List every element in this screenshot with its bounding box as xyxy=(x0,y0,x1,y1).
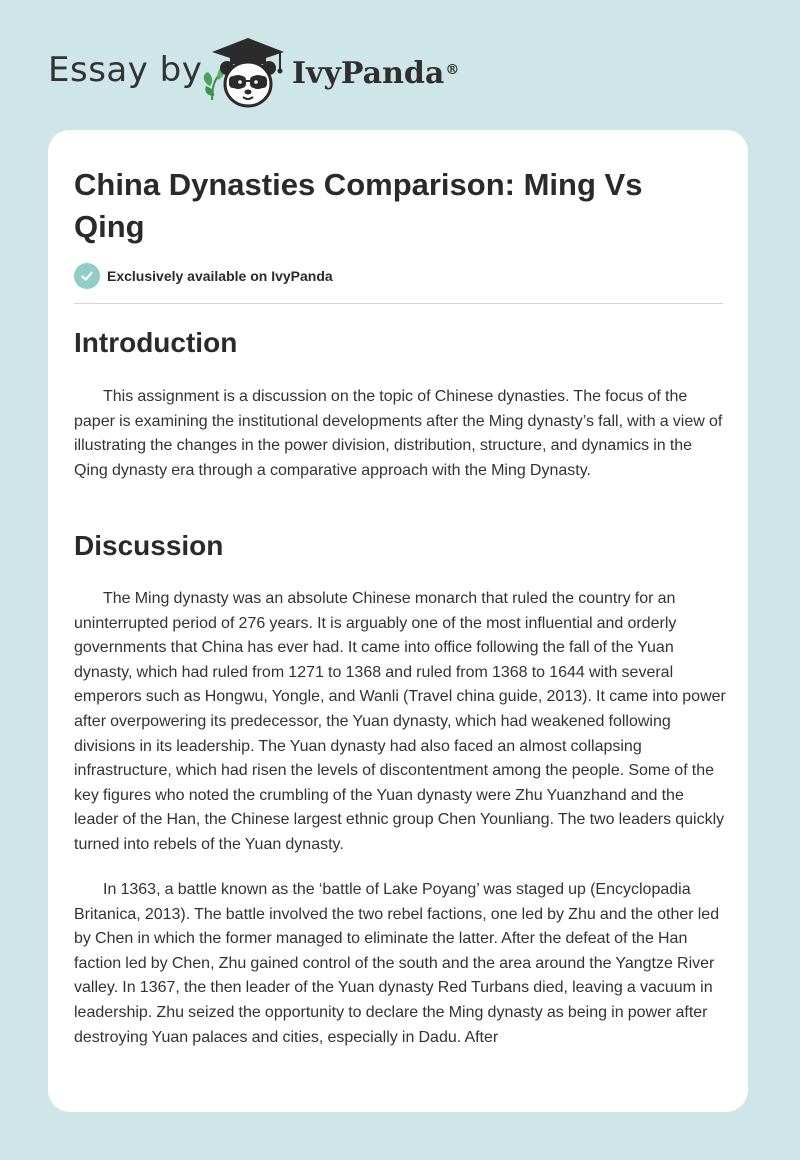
introduction-paragraph: This assignment is a discussion on the topic of Chinese dynasties. The focus of the paper is examining the institutional developments after the Ming dynasty’s fall, with a view of illustrating the changes in the power division, distribution, structure, and dynamics in the Qing dynasty era through a comparative approach with the Ming Dynasty. xyxy=(74,388,723,479)
check-badge-icon xyxy=(74,263,100,289)
brand-name[interactable] xyxy=(292,54,459,94)
section-heading-discussion: Discussion xyxy=(74,530,224,561)
registered-mark: ® xyxy=(445,62,460,78)
site-header xyxy=(0,0,800,130)
brand-name-text: IvyPanda xyxy=(292,56,445,91)
exclusive-badge xyxy=(74,263,333,289)
section-heading-introduction: Introduction xyxy=(74,327,238,358)
discussion-paragraph: In 1363, a battle known as the ‘battle of Lake Poyang’ was staged up (Encyclopadia Britanica, 2013). The battle involved the two rebel factions, one led by Zhu and the other led by Chen in which the former managed to eliminate the latter. After the defeat of the Han faction led by Chen, Zhu gained control of the south and the area around the Yangtze River valley. In 1367, the then leader of the Yuan dynasty Red Turbans died, leaving a vacuum in leadership. Zhu seized the opportunity to declare the Ming dynasty as being in power after destroying Yuan palaces and cities, especially in Dadu. After xyxy=(74,881,720,1046)
page-title: China Dynasties Comparison: Ming Vs Qing xyxy=(74,167,643,244)
discussion-paragraph: The Ming dynasty was an absolute Chinese monarch that ruled the country for an uninterrupted period of 276 years. It is arguably one of the most influential and orderly governments that China has ever had. It came into office following the fall of the Yuan dynasty, which had ruled from 1271 to 1368 and ruled from 1368 to 1644 with several emperors such as Hongwu, Yongle, and Wanli (Travel china guide, 2013). It came into power after overpowering its predecessor, the Yuan dynasty, which had weakened following divisions in its leadership. The Yuan dynasty had also faced an almost collapsing infrastructure, which had risen the levels of discontentment among the people. Some of the key figures who noted the crumbling of the Yuan dynasty were Zhu Yuanzhand and the leader of the Han, the Chinese largest ethnic group Chen Younliang. The two leaders quickly turned into rebels of the Yuan dynasty. xyxy=(74,590,726,853)
divider xyxy=(74,303,723,304)
essay-card xyxy=(48,130,748,1112)
check-icon xyxy=(80,269,94,283)
panda-graduate-logo-icon[interactable] xyxy=(198,36,290,110)
brand-prefix: Essay by xyxy=(48,50,203,90)
exclusive-label: Exclusively available on IvyPanda xyxy=(107,268,333,284)
